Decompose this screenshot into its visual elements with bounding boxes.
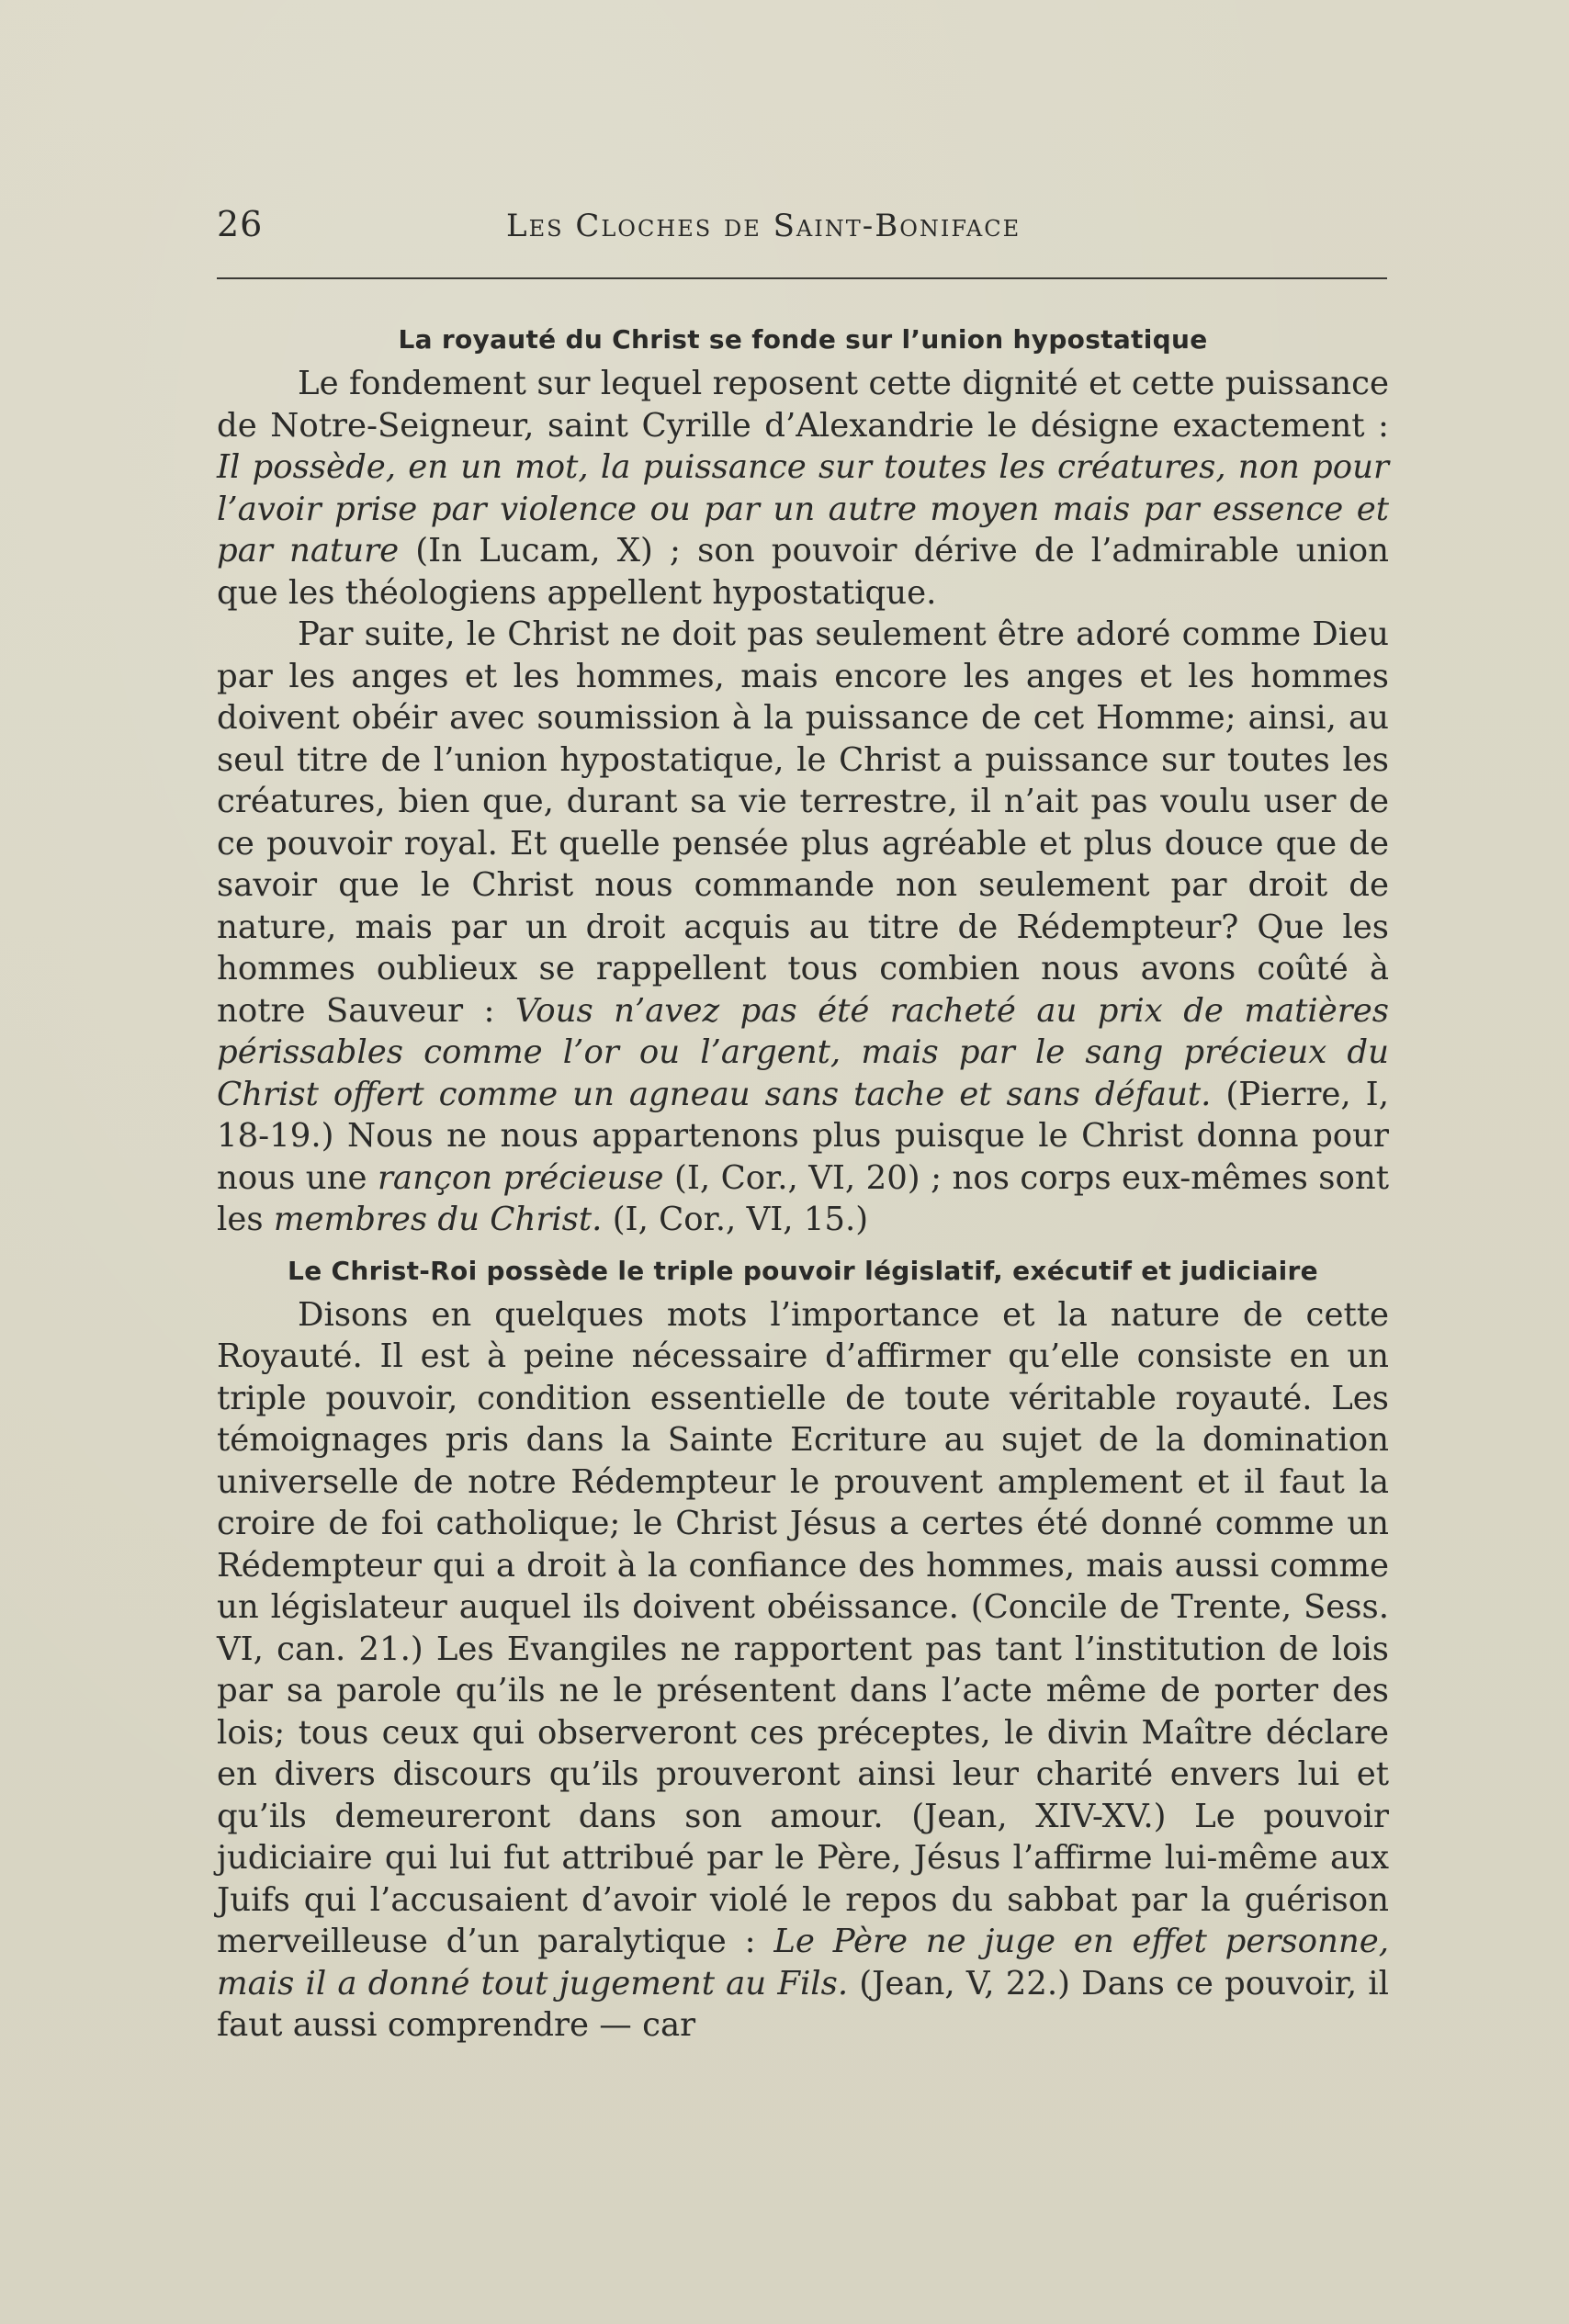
body-text [217, 317, 1389, 2047]
quotation-italic: Il possède, en un mot, la puissance sur toutes les créatures, non pour l’avoir prise par violence ou par un autre moyen mais par essence et par nature [217, 448, 1389, 570]
header-rule [217, 277, 1387, 279]
paragraph-disons [217, 1294, 1389, 2047]
text-run: (In Lucam, X) ; son pouvoir dérive de l’admirable union que les théologiens appellent hypostatique. [217, 532, 1390, 612]
text-run: Par suite, le Christ ne doit pas seulement être adoré comme Dieu par les anges et les hommes, mais encore les anges et les hommes doivent obéir avec soumission à la puissance de cet Homme; ainsi, au seul titre de l’union hypostatique, le Christ a puissance sur toutes les créatures, bien que, durant sa vie terrestre, il n’ait pas voulu user de ce pouvoir royal. Et quelle pensée plus agréable et plus douce que de savoir que le Christ nous commande non seulement par droit de nature, mais par un droit acquis au titre de Rédempteur? Que les hommes oublieux se rappellent tous combien nous avons coûté à notre Sauveur : [217, 615, 1389, 1030]
page-header [217, 200, 1385, 255]
text-run: (Jean, V, 22.) Dans ce pouvoir, il faut aussi comprendre — car [217, 1964, 1389, 2044]
text-run: (Pierre, I, 18-19.) Nous ne nous appartenons plus puisque le Christ donna pour nous une [217, 1075, 1389, 1197]
paragraph-par-suite [217, 614, 1389, 1241]
text-run: (I, Cor., VI, 15.) [602, 1201, 869, 1238]
section-heading-triple-pouvoir: Le Christ-Roi possède le triple pouvoir législatif, exécutif et judiciaire [288, 1255, 1318, 1286]
quotation-italic: Le Père ne juge en effet personne, mais il a donné tout jugement au Fils. [217, 1923, 1389, 2002]
quotation-italic: membres du Christ. [273, 1201, 603, 1238]
paragraph-fondement [217, 363, 1389, 614]
text-run: (I, Cor., VI, 20) ; nos corps eux-mêmes sont les [217, 1158, 1389, 1238]
quotation-italic: rançon précieuse [377, 1158, 664, 1197]
quotation-italic: Vous n’avez pas été racheté au prix de matières périssables comme l’or ou l’argent, mais par le sang précieux du Christ offert comme un agneau sans tache et sans défaut. [217, 991, 1389, 1113]
text-run: Le fondement sur lequel reposent cette dignité et cette puissance de Notre-Seigneur, saint Cyrille d’Alexandrie le désigne exactement : [217, 365, 1389, 445]
running-head: Les Cloches de Saint-Boniface [506, 208, 1022, 244]
section-heading-union-hypostatique: La royauté du Christ se fonde sur l’union hypostatique [398, 324, 1208, 355]
text-run: Disons en quelques mots l’importance et la nature de cette Royauté. Il est à peine nécessaire d’affirmer qu’elle consiste en un triple pouvoir, condition essentielle de toute véritable royauté. Les témoignages pris dans la Sainte Ecriture au sujet de la domination universelle de notre Rédempteur le prouvent amplement et il faut la croire de foi catholique; le Christ Jésus a certes été donné comme un Rédempteur qui a droit à la confiance des hommes, mais aussi comme un législateur auquel ils doivent obéissance. (Concile de Trente, Sess. VI, can. 21.) Les Evangiles ne rapportent pas tant l’institution de lois par sa parole qu’ils ne le présentent dans l’acte même de porter des lois; tous ceux qui observeront ces préceptes, le divin Maître déclare en divers discours qu’ils prouveront ainsi leur charité envers lui et qu’ils demeureront dans son amour. (Jean, XIV-XV.) Le pouvoir judiciaire qui lui fut attribué par le Père, Jésus l’affirme lui-même aux Juifs qui l’accusaient d’avoir violé le repos du sabbat par la guérison merveilleuse d’un paralytique : [217, 1295, 1389, 1960]
page-number: 26 [217, 204, 264, 244]
section-spacer [217, 1241, 1389, 1248]
